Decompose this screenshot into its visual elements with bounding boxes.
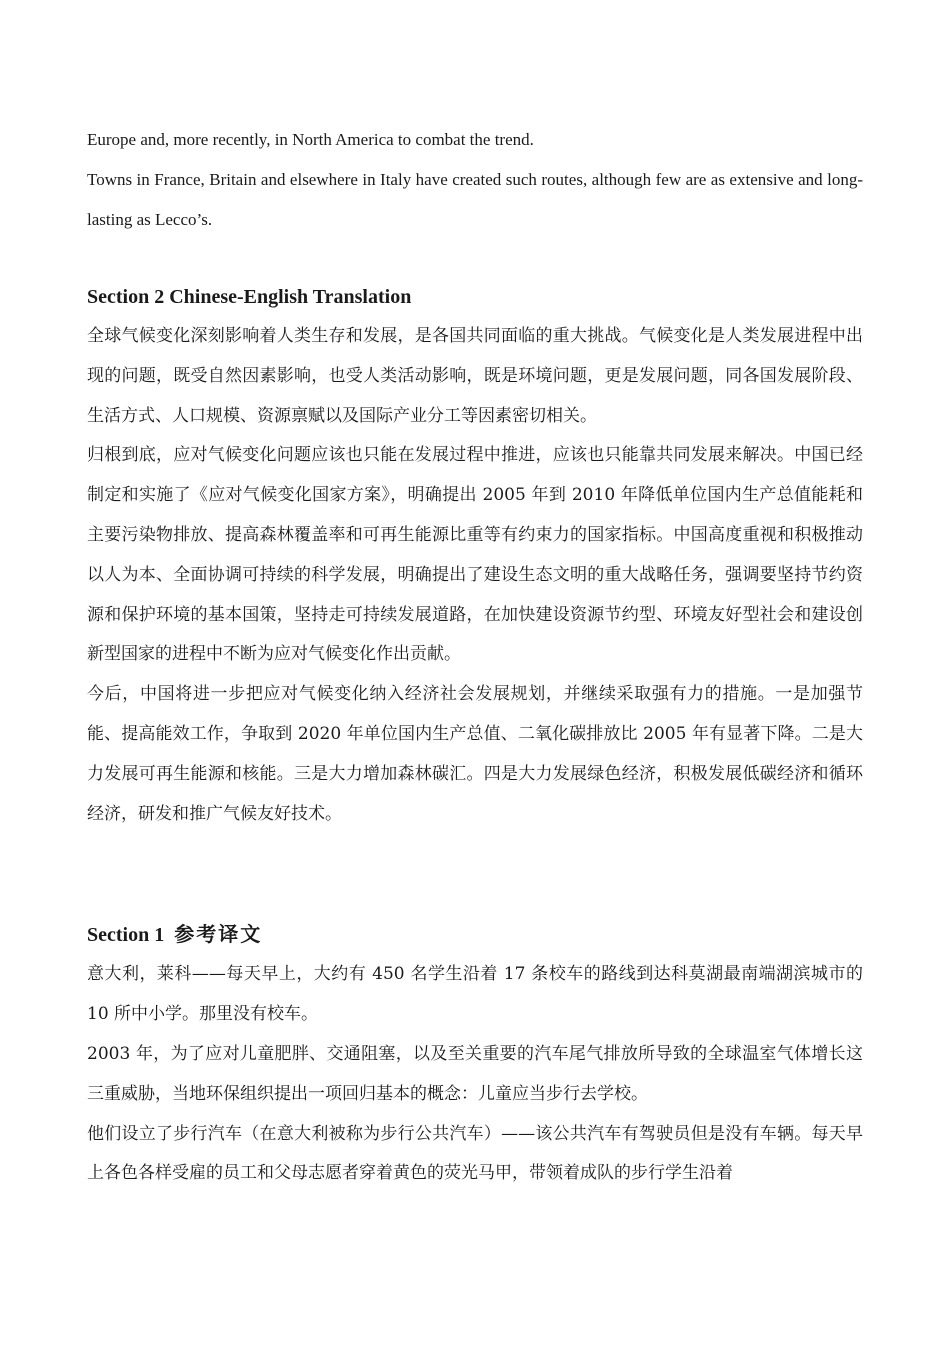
section-1-heading-cn: 参考译文 — [174, 922, 263, 947]
section-1-paragraph-3: 他们设立了步行汽车（在意大利被称为步行公共汽车）——该公共汽车有驾驶员但是没有车辆。每天早上各色各样受雇的员工和父母志愿者穿着黄色的荧光马甲，带领着成队的步行学生沿着 — [87, 1123, 863, 1184]
section-1-paragraph-2: 2003 年，为了应对儿童肥胖、交通阻塞，以及至关重要的汽车尾气排放所导致的全球温室气体增长这三重威胁，当地环保组织提出一项回归基本的概念：儿童应当步行去学校。 — [87, 1043, 863, 1104]
section-2-paragraph-2: 归根到底，应对气候变化问题应该也只能在发展过程中推进，应该也只能靠共同发展来解决。中国已经制定和实施了《应对气候变化国家方案》，明确提出 2005 年到 2010 年降低单位国内生产总值能耗和主要污染物排放、提高森林覆盖率和可再生能源比重等有约束力的国家指标。中国高度重视和积极推动以人为本、全面协调可持续的科学发展，明确提出了建设生态文明的重大战略任务，强调要坚持节约资源和保护环境的基本国策，坚持走可持续发展道路，在加快建设资源节约型、环境友好型社会和建设创新型国家的进程中不断为应对气候变化作出贡献。 — [87, 445, 863, 665]
section-2-paragraph-1: 全球气候变化深刻影响着人类生存和发展，是各国共同面临的重大挑战。气候变化是人类发展进程中出现的问题，既受自然因素影响，也受人类活动影响，既是环境问题，更是发展问题，同各国发展阶段、生活方式、人口规模、资源禀赋以及国际产业分工等因素密切相关。 — [87, 326, 863, 426]
english-paragraph-1: Europe and, more recently, in North America to combat the trend. — [87, 130, 534, 149]
english-paragraph-2: Towns in France, Britain and elsewhere in Italy have created such routes, although few are as extensive and long-lasting as Lecco’s. — [87, 170, 863, 229]
section-2-paragraph-3: 今后，中国将进一步把应对气候变化纳入经济社会发展规划，并继续采取强有力的措施。一是加强节能、提高能效工作，争取到 2020 年单位国内生产总值、二氧化碳排放比 2005 年有显著下降。二是大力发展可再生能源和核能。三是大力增加森林碳汇。四是大力发展绿色经济，积极发展低碳经济和循环经济，研发和推广气候友好技术。 — [87, 684, 863, 824]
spacer — [87, 240, 863, 277]
document-page — [87, 120, 863, 1194]
section-1-paragraph-1: 意大利，莱科——每天早上，大约有 450 名学生沿着 17 条校车的路线到达科莫湖最南端湖滨城市的 10 所中小学。那里没有校车。 — [87, 964, 863, 1025]
section-1-reference-heading — [87, 914, 863, 955]
section-1-heading-en: Section 1 — [87, 924, 165, 947]
section-2-heading: Section 2 Chinese-English Translation — [87, 286, 412, 308]
spacer — [87, 834, 863, 914]
